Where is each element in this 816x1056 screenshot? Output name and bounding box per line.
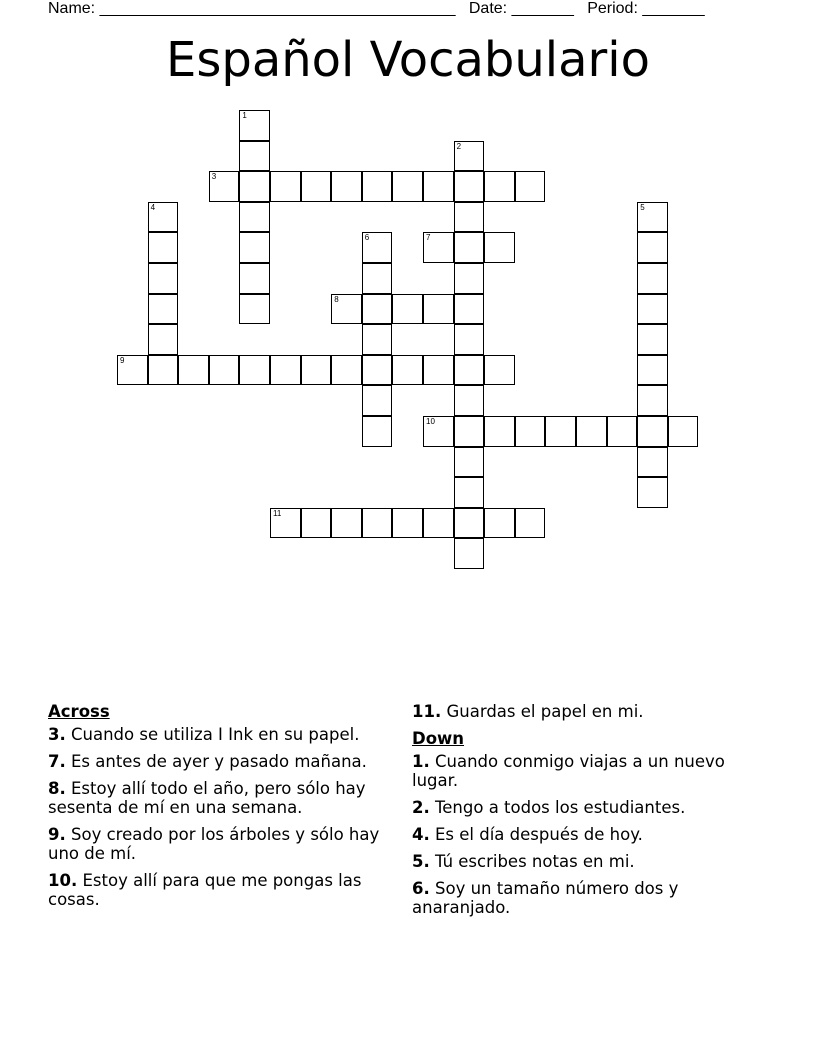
clue-across-3: [48, 725, 393, 744]
clue-down-2: [412, 798, 767, 817]
crossword-cell[interactable]: [362, 324, 393, 355]
clue-text: Estoy allí todo el año, pero sólo hay sesenta de mí en una semana.: [48, 779, 366, 817]
crossword-cell[interactable]: [454, 294, 485, 325]
clue-down-6: [412, 879, 767, 917]
crossword-cell[interactable]: [239, 294, 270, 325]
right-clue-column: [412, 702, 767, 925]
clue-text: Cuando conmigo viajas a un nuevo lugar.: [412, 752, 725, 790]
crossword-cell[interactable]: [668, 416, 699, 447]
crossword-cell[interactable]: [484, 416, 515, 447]
crossword-cell[interactable]: [454, 263, 485, 294]
crossword-cell[interactable]: [637, 294, 668, 325]
crossword-cell[interactable]: [362, 263, 393, 294]
crossword-cell[interactable]: [454, 385, 485, 416]
crossword-cell[interactable]: [331, 355, 362, 386]
crossword-cell[interactable]: [239, 355, 270, 386]
clue-number: 1.: [412, 752, 430, 771]
crossword-cell[interactable]: [454, 232, 485, 263]
date-blank[interactable]: _______: [511, 0, 574, 17]
crossword-cell[interactable]: [515, 416, 546, 447]
crossword-cell[interactable]: [148, 355, 179, 386]
crossword-cell[interactable]: [515, 508, 546, 539]
crossword-cell[interactable]: [454, 355, 485, 386]
clue-text: Soy creado por los árboles y sólo hay uno de mí.: [48, 825, 380, 863]
crossword-cell[interactable]: [270, 171, 301, 202]
crossword-cell[interactable]: [637, 202, 668, 233]
clue-number: 3.: [48, 725, 66, 744]
clue-across-10: [48, 871, 393, 909]
crossword-cell[interactable]: [301, 171, 332, 202]
crossword-cell[interactable]: [454, 171, 485, 202]
crossword-cell[interactable]: [454, 416, 485, 447]
crossword-cell[interactable]: [423, 416, 454, 447]
crossword-cell[interactable]: [301, 508, 332, 539]
crossword-cell[interactable]: [331, 171, 362, 202]
clue-number: 2.: [412, 798, 430, 817]
crossword-cell[interactable]: [392, 171, 423, 202]
crossword-cell[interactable]: [362, 416, 393, 447]
crossword-cell[interactable]: [239, 141, 270, 172]
period-blank[interactable]: _______: [642, 0, 705, 17]
clue-across-11: [412, 702, 767, 721]
crossword-cell[interactable]: [148, 324, 179, 355]
down-heading: Down: [412, 729, 465, 748]
clue-number-label: 3: [211, 172, 217, 182]
crossword-cell[interactable]: [637, 385, 668, 416]
crossword-cell[interactable]: [454, 324, 485, 355]
crossword-cell[interactable]: [239, 232, 270, 263]
crossword-cell[interactable]: [209, 171, 240, 202]
clue-number: 8.: [48, 779, 66, 798]
name-blank[interactable]: ________________________________________: [99, 0, 456, 17]
crossword-cell[interactable]: [117, 355, 148, 386]
clue-text: Guardas el papel en mi.: [446, 702, 644, 721]
clue-text: Es el día después de hoy.: [435, 825, 643, 844]
crossword-cell[interactable]: [484, 508, 515, 539]
clue-across-7: [48, 752, 393, 771]
clue-number-label: 1: [242, 111, 247, 120]
clue-across-8: [48, 779, 393, 817]
clue-number: 9.: [48, 825, 66, 844]
date-label: Date:: [468, 0, 508, 17]
clue-text: Soy un tamaño número dos y anaranjado.: [412, 879, 679, 917]
crossword-cell[interactable]: [148, 294, 179, 325]
page-title: Español Vocabulario: [166, 32, 650, 88]
crossword-cell[interactable]: [239, 263, 270, 294]
crossword-cell[interactable]: [423, 294, 454, 325]
crossword-cell[interactable]: [239, 110, 270, 141]
crossword-cell[interactable]: [454, 477, 485, 508]
clue-text: Tú escribes notas en mi.: [435, 852, 635, 871]
crossword-cell[interactable]: [362, 385, 393, 416]
clue-number: 7.: [48, 752, 66, 771]
crossword-cell[interactable]: [484, 355, 515, 386]
crossword-cell[interactable]: [637, 324, 668, 355]
crossword-cell[interactable]: [270, 355, 301, 386]
crossword-cell[interactable]: [454, 447, 485, 478]
crossword-cell[interactable]: [637, 263, 668, 294]
crossword-cell[interactable]: [423, 508, 454, 539]
clue-number-label: 5: [640, 202, 645, 212]
crossword-cell[interactable]: [515, 171, 546, 202]
crossword-cell[interactable]: [148, 232, 179, 263]
clue-number: 10.: [48, 871, 78, 890]
crossword-cell[interactable]: [392, 508, 423, 539]
crossword-cell[interactable]: [362, 508, 393, 539]
across-heading: Across: [48, 702, 110, 721]
crossword-cell[interactable]: [545, 416, 576, 447]
clue-number-label: 6: [364, 233, 370, 243]
crossword-cell[interactable]: [301, 355, 332, 386]
crossword-cell[interactable]: [239, 202, 270, 233]
crossword-cell[interactable]: [331, 294, 362, 325]
crossword-cell[interactable]: [362, 294, 393, 325]
crossword-cell[interactable]: [178, 355, 209, 386]
clue-number-label: 8: [334, 294, 339, 304]
crossword-cell[interactable]: [454, 141, 485, 172]
crossword-cell[interactable]: [209, 355, 240, 386]
crossword-cell[interactable]: [637, 355, 668, 386]
across-clues: [48, 702, 393, 917]
crossword-cell[interactable]: [423, 355, 454, 386]
crossword-cell[interactable]: [607, 416, 638, 447]
clue-number-label: 4: [150, 202, 156, 212]
clue-text: Estoy allí para que me pongas las cosas.: [48, 871, 362, 909]
crossword-cell[interactable]: [423, 171, 454, 202]
crossword-cell[interactable]: [362, 232, 393, 263]
clue-number: 11.: [412, 702, 442, 721]
clue-number-label: 2: [456, 141, 462, 151]
clue-down-4: [412, 825, 767, 844]
clue-down-1: [412, 752, 767, 790]
clue-number-label: 11: [273, 508, 282, 518]
crossword-cell[interactable]: [637, 232, 668, 263]
clue-down-5: [412, 852, 767, 871]
crossword-cell[interactable]: [148, 202, 179, 233]
clue-text: Tengo a todos los estudiantes.: [435, 798, 686, 817]
crossword-cell[interactable]: [423, 232, 454, 263]
crossword-cell[interactable]: [362, 171, 393, 202]
clue-text: Cuando se utiliza I Ink en su papel.: [71, 725, 360, 744]
crossword-cell[interactable]: [637, 477, 668, 508]
crossword-cell[interactable]: [362, 355, 393, 386]
clue-text: Es antes de ayer y pasado mañana.: [71, 752, 367, 771]
clue-number: 6.: [412, 879, 430, 898]
clue-number-label: 7: [426, 233, 431, 243]
crossword-cell[interactable]: [239, 171, 270, 202]
crossword-cell[interactable]: [331, 508, 362, 539]
name-label: Name:: [48, 0, 96, 17]
clue-number: 5.: [412, 852, 430, 871]
crossword-cell[interactable]: [637, 416, 668, 447]
crossword-cell[interactable]: [392, 355, 423, 386]
clue-across-9: [48, 825, 393, 863]
clue-number-label: 9: [120, 355, 125, 365]
crossword-cell[interactable]: [270, 508, 301, 539]
clue-number-label: 10: [426, 417, 435, 426]
crossword-cell[interactable]: [454, 508, 485, 539]
crossword-cell[interactable]: [148, 263, 179, 294]
crossword-cell[interactable]: [484, 232, 515, 263]
crossword-cell[interactable]: [454, 202, 485, 233]
clue-number: 4.: [412, 825, 430, 844]
crossword-cell[interactable]: [392, 294, 423, 325]
crossword-cell[interactable]: [576, 416, 607, 447]
crossword-cell[interactable]: [454, 538, 485, 569]
period-label: Period:: [587, 0, 638, 17]
crossword-cell[interactable]: [637, 447, 668, 478]
crossword-cell[interactable]: [484, 171, 515, 202]
